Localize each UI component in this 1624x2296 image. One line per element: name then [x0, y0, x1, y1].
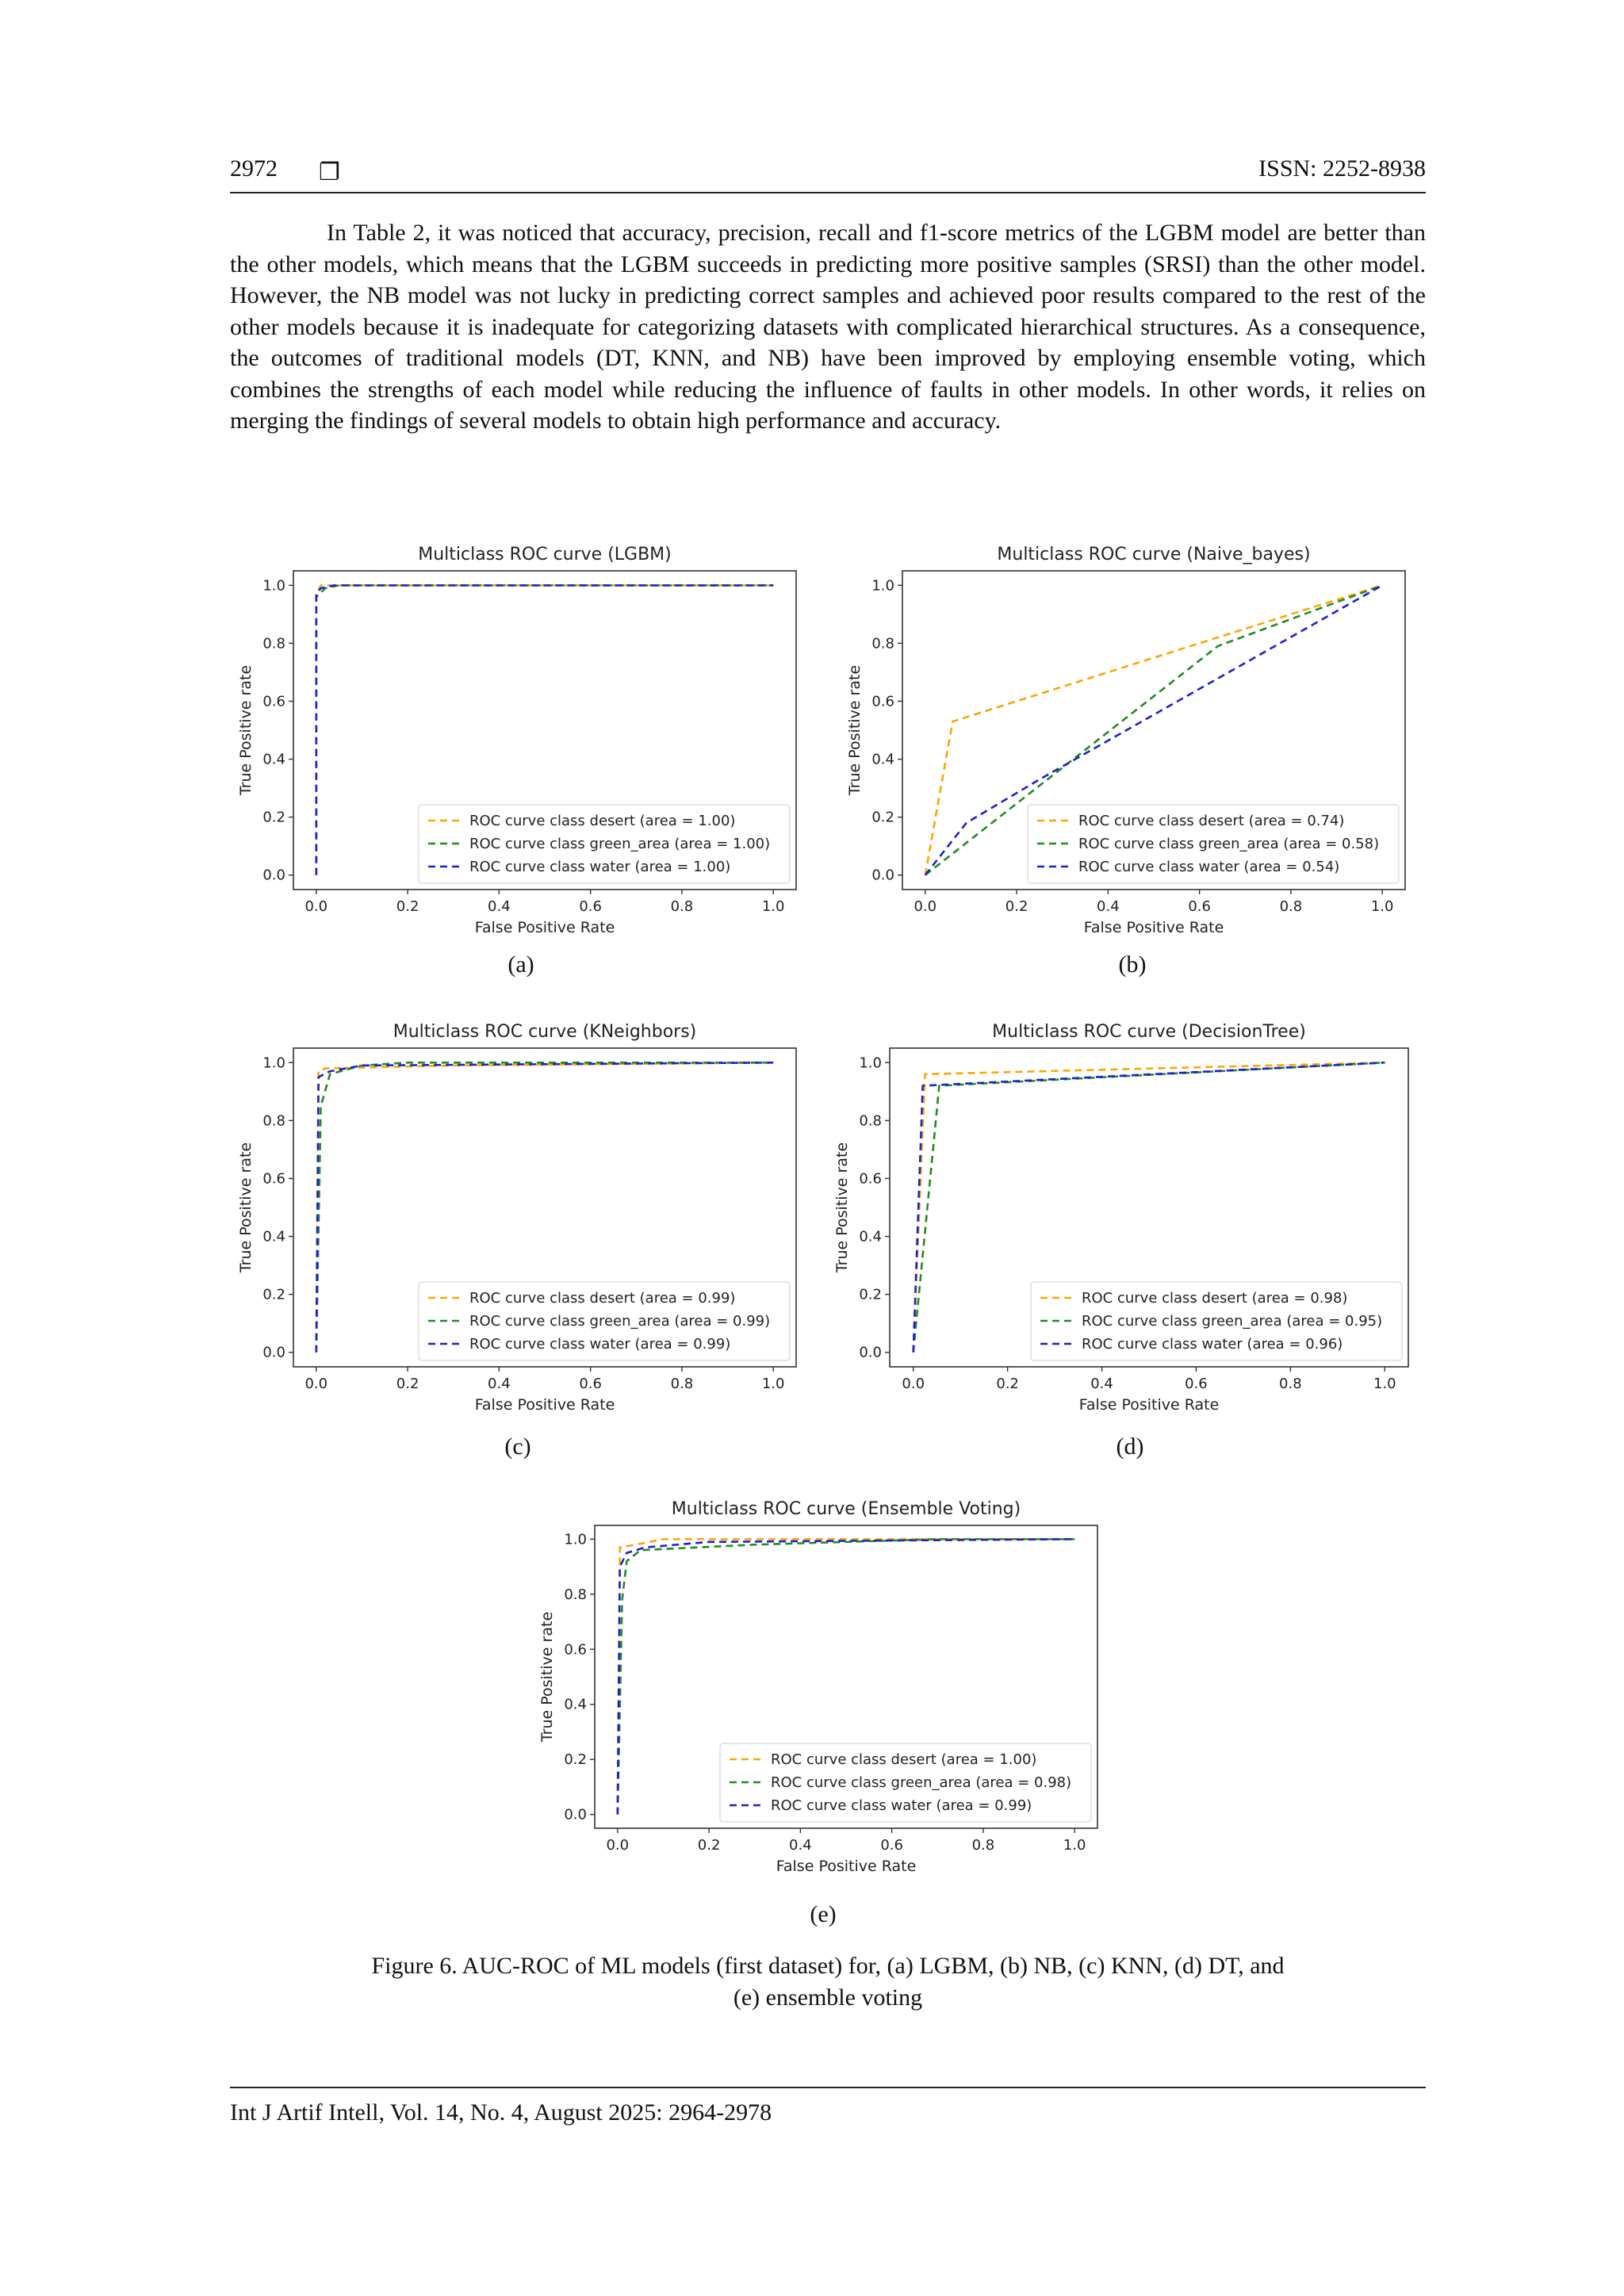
legend-entry: ROC curve class water (area = 0.54) [1078, 859, 1340, 875]
page-footer: Int J Artif Intell, Vol. 14, No. 4, August 2025: 2964-2978 [230, 2099, 772, 2126]
subfigure-label-c: (c) [504, 1433, 531, 1460]
caption-line-1: Figure 6. AUC-ROC of ML models (first dataset) for, (a) LGBM, (b) NB, (c) KNN, (d) DT, and [371, 1953, 1285, 1979]
y-tick-label: 0.8 [262, 1112, 285, 1130]
footer-rule [230, 2087, 1426, 2088]
x-tick-label: 0.4 [488, 898, 511, 915]
x-tick-label: 0.0 [902, 1376, 925, 1392]
legend-entry: ROC curve class green_area (area = 0.98) [771, 1774, 1072, 1791]
y-tick-label: 0.0 [262, 1344, 285, 1361]
x-tick-label: 1.0 [1063, 1837, 1086, 1854]
subfigure-label-d: (d) [1116, 1433, 1144, 1460]
x-tick-label: 0.6 [880, 1837, 903, 1854]
y-tick-label: 1.0 [871, 577, 894, 595]
y-tick-label: 1.0 [564, 1531, 587, 1548]
x-tick-label: 0.2 [1005, 898, 1028, 915]
y-tick-label: 0.8 [262, 635, 285, 652]
x-axis-label: False Positive Rate [1083, 919, 1224, 936]
x-tick-label: 0.2 [996, 1376, 1019, 1392]
y-tick-label: 0.6 [262, 693, 285, 710]
x-tick-label: 1.0 [1370, 898, 1394, 915]
legend-entry: ROC curve class water (area = 1.00) [469, 859, 731, 875]
x-tick-label: 0.0 [304, 1376, 328, 1392]
x-tick-label: 0.0 [606, 1837, 630, 1854]
y-axis-label: True Positive rate [237, 1142, 255, 1273]
y-tick-label: 0.0 [262, 867, 285, 884]
y-tick-label: 0.0 [871, 867, 894, 884]
subfigure-label-e: (e) [810, 1901, 837, 1927]
roc-chart-naive-bayes [839, 536, 1426, 948]
y-axis-label: True Positive rate [538, 1611, 556, 1743]
legend-entry: ROC curve class water (area = 0.96) [1082, 1336, 1343, 1353]
y-tick-label: 0.6 [262, 1170, 285, 1188]
x-tick-label: 0.0 [914, 898, 937, 915]
x-tick-label: 0.8 [1279, 1376, 1302, 1392]
legend-entry: ROC curve class water (area = 0.99) [469, 1336, 731, 1353]
caption-line-2: (e) ensemble voting [733, 1984, 923, 2011]
y-tick-label: 0.2 [262, 1286, 285, 1303]
y-tick-label: 0.4 [564, 1696, 587, 1713]
y-tick-label: 0.0 [859, 1344, 882, 1361]
subfigure-label-a: (a) [508, 951, 534, 978]
y-tick-label: 0.8 [859, 1112, 882, 1130]
y-tick-label: 0.0 [564, 1806, 587, 1823]
x-tick-label: 0.2 [697, 1837, 721, 1854]
y-tick-label: 1.0 [262, 577, 285, 595]
body-paragraph: In Table 2, it was noticed that accuracy, precision, recall and f1-score metrics of the LGBM model are better than the other models, which means that the LGBM succeeds in predicting more positive samples (SRSI) than the other model. However, the NB model was not lucky in predicting correct samples and achieved poor results compared to the rest of the other models because it is inadequate for categorizing datasets with complicated hierarchical structures. As a consequence, the outcomes of traditional models (DT, KNN, and NB) have been improved by employing ensemble voting, which combines the strengths of each model while reducing the influence of faults in other models. In other words, it relies on merging the findings of several models to obtain high performance and accuracy. [230, 220, 1426, 434]
y-tick-label: 0.2 [564, 1751, 587, 1769]
y-tick-label: 0.2 [871, 809, 894, 826]
x-tick-label: 1.0 [761, 898, 785, 915]
chart-title: Multiclass ROC curve (Naive_bayes) [997, 545, 1311, 564]
x-tick-label: 0.8 [670, 898, 694, 915]
y-axis-label: True Positive rate [846, 664, 864, 796]
y-tick-label: 1.0 [859, 1054, 882, 1072]
y-tick-label: 0.2 [262, 809, 285, 826]
x-tick-label: 1.0 [761, 1376, 785, 1392]
x-tick-label: 0.6 [1185, 1376, 1208, 1392]
figure-caption [230, 1950, 1426, 2014]
legend-entry: ROC curve class water (area = 0.99) [771, 1797, 1032, 1814]
chart-title: Multiclass ROC curve (KNeighbors) [393, 1022, 697, 1042]
x-tick-label: 0.6 [579, 898, 602, 915]
x-tick-label: 0.0 [304, 898, 328, 915]
header-rule [230, 192, 1426, 193]
y-tick-label: 0.6 [871, 693, 894, 710]
x-tick-label: 1.0 [1373, 1376, 1396, 1392]
y-tick-label: 0.8 [564, 1586, 587, 1603]
issn-label: ISSN: 2252-8938 [1258, 155, 1426, 182]
legend-entry: ROC curve class desert (area = 0.98) [1082, 1290, 1348, 1307]
chart-title: Multiclass ROC curve (DecisionTree) [992, 1022, 1306, 1042]
subfigure-label-b: (b) [1118, 951, 1147, 978]
y-tick-label: 0.4 [262, 751, 285, 768]
x-tick-label: 0.4 [1097, 898, 1120, 915]
x-tick-label: 0.2 [396, 898, 419, 915]
chart-title: Multiclass ROC curve (LGBM) [418, 545, 672, 564]
roc-chart-decision-tree [826, 1013, 1429, 1425]
legend-entry: ROC curve class green_area (area = 0.58) [1078, 836, 1380, 852]
chart-title: Multiclass ROC curve (Ensemble Voting) [671, 1499, 1021, 1519]
legend-entry: ROC curve class green_area (area = 0.95) [1082, 1313, 1383, 1330]
y-tick-label: 0.8 [871, 635, 894, 652]
legend-entry: ROC curve class green_area (area = 1.00) [469, 836, 771, 852]
roc-chart-ensemble-voting [531, 1490, 1118, 1887]
x-tick-label: 0.4 [488, 1376, 511, 1392]
x-tick-label: 0.4 [1090, 1376, 1113, 1392]
x-tick-label: 0.8 [971, 1837, 995, 1854]
page-header [230, 155, 1426, 193]
y-tick-label: 0.4 [262, 1228, 285, 1246]
y-axis-label: True Positive rate [833, 1142, 851, 1273]
y-axis-label: True Positive rate [237, 664, 255, 796]
page-number: 2972 [230, 155, 278, 182]
x-tick-label: 0.4 [789, 1837, 812, 1854]
x-axis-label: False Positive Rate [1078, 1396, 1220, 1414]
legend-entry: ROC curve class desert (area = 1.00) [469, 813, 736, 829]
legend-entry: ROC curve class desert (area = 1.00) [771, 1751, 1037, 1768]
y-tick-label: 0.4 [871, 751, 894, 768]
y-tick-label: 0.2 [859, 1286, 882, 1303]
x-tick-label: 0.8 [670, 1376, 694, 1392]
box-symbol-icon: ❐ [319, 159, 340, 186]
x-axis-label: False Positive Rate [776, 1858, 917, 1875]
x-tick-label: 0.6 [579, 1376, 602, 1392]
legend-entry: ROC curve class green_area (area = 0.99) [469, 1313, 771, 1330]
roc-chart-kneighbors [230, 1013, 817, 1425]
legend-entry: ROC curve class desert (area = 0.74) [1078, 813, 1345, 829]
x-tick-label: 0.8 [1279, 898, 1303, 915]
x-tick-label: 0.2 [396, 1376, 419, 1392]
x-axis-label: False Positive Rate [474, 1396, 615, 1414]
legend-entry: ROC curve class desert (area = 0.99) [469, 1290, 736, 1307]
x-tick-label: 0.6 [1188, 898, 1211, 915]
y-tick-label: 0.4 [859, 1228, 882, 1246]
x-axis-label: False Positive Rate [474, 919, 615, 936]
y-tick-label: 0.6 [564, 1641, 587, 1659]
roc-chart-lgbm [230, 536, 817, 948]
y-tick-label: 1.0 [262, 1054, 285, 1072]
y-tick-label: 0.6 [859, 1170, 882, 1188]
